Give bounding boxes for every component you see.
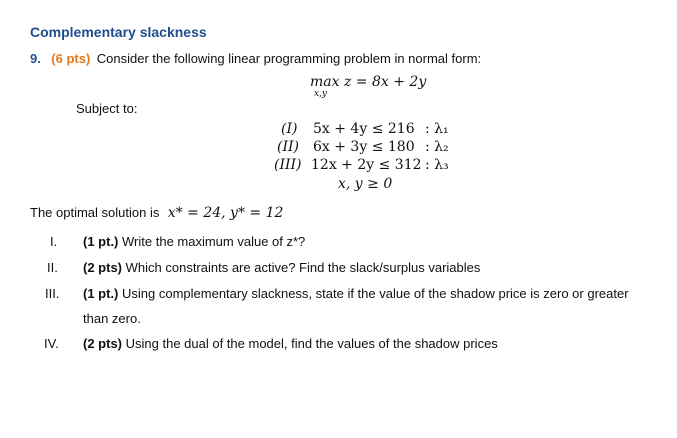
part-1-numeral: I. xyxy=(50,234,58,249)
part-3-text: Using complementary slackness, state if the value of the shadow price is zero or greater xyxy=(122,286,629,301)
optimal-solution-line xyxy=(30,204,283,222)
constraint-3-dual: : λ₃ xyxy=(425,157,449,173)
part-3 xyxy=(83,286,629,301)
objective-function: max z = 8x + 2y xyxy=(310,74,427,90)
objective-subscript: x,y xyxy=(314,89,328,99)
part-3-numeral: III. xyxy=(45,286,60,301)
part-2-text: Which constraints are active? Find the slack/surplus variables xyxy=(125,260,481,275)
part-4-numeral: IV. xyxy=(44,336,59,351)
part-4 xyxy=(83,336,498,351)
constraint-1-label: (I) xyxy=(281,121,298,137)
part-3-continuation: than zero. xyxy=(83,311,141,326)
constraint-2-expr: 6x + 3y ≤ 180 xyxy=(313,139,415,155)
part-4-points: (2 pts) xyxy=(83,336,122,351)
constraint-2-dual: : λ₂ xyxy=(425,139,449,155)
subject-to-label: Subject to: xyxy=(76,101,138,116)
question-prompt: Consider the following linear programming problem in normal form: xyxy=(96,51,482,66)
part-2-numeral: II. xyxy=(47,260,58,275)
part-3-points: (1 pt.) xyxy=(83,286,119,301)
part-2-points: (2 pts) xyxy=(83,260,122,275)
constraint-3-expr: 12x + 2y ≤ 312 xyxy=(311,157,422,173)
constraint-3-label: (III) xyxy=(274,157,302,173)
question-points: (6 pts) xyxy=(51,51,91,66)
optimal-prefix: The optimal solution is xyxy=(30,205,160,220)
part-4-text: Using the dual of the model, find the values of the shadow prices xyxy=(125,336,498,351)
part-2 xyxy=(83,260,480,275)
part-1-points: (1 pt.) xyxy=(83,234,119,249)
section-heading: Complementary slackness xyxy=(30,24,207,40)
question-number: 9. xyxy=(30,51,41,66)
part-1-text: Write the maximum value of z*? xyxy=(122,234,306,249)
part-1 xyxy=(83,234,305,249)
constraint-1-expr: 5x + 4y ≤ 216 xyxy=(313,121,415,137)
optimal-value: x* = 24, y* = 12 xyxy=(167,205,284,221)
constraint-1-dual: : λ₁ xyxy=(425,121,449,137)
question-line xyxy=(30,50,481,68)
constraint-2-label: (II) xyxy=(277,139,299,155)
nonnegativity: x, y ≥ 0 xyxy=(338,176,393,192)
